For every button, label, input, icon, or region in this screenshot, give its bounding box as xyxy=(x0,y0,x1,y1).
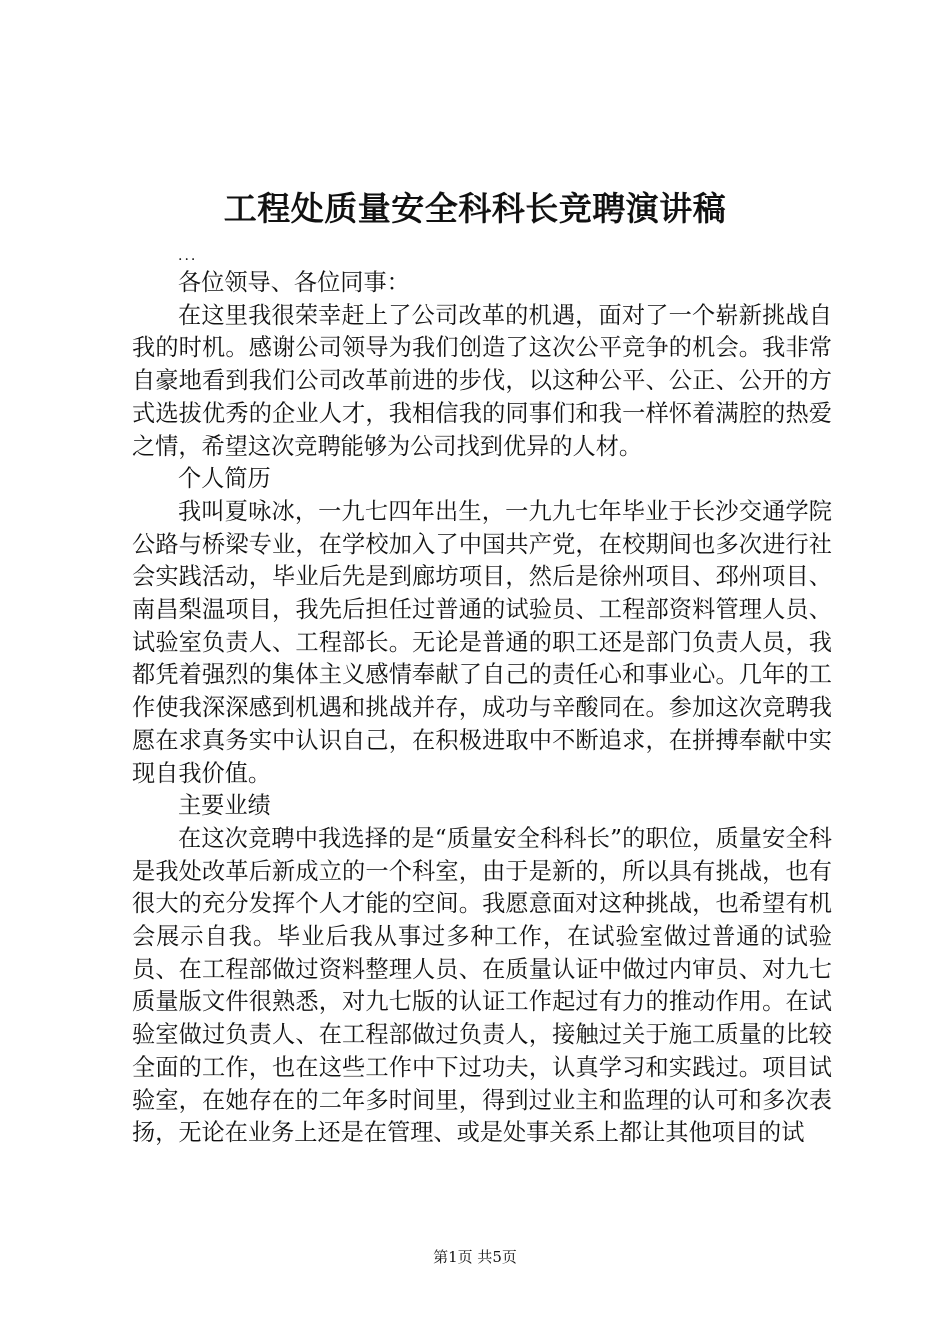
document-title: 工程处质量安全科科长竞聘演讲稿 xyxy=(223,189,727,228)
achievements-paragraph: 在这次竞聘中我选择的是“质量安全科科长”的职位，质量安全科是我处改革后新成立的一个科室，由于是新的，所以具有挑战，也有很大的充分发挥个人才能的空间。我愿意面对这种挑战，也希望有机会展示自我。毕业后我从事过多种工作，在试验室做过普通的试验员、在工程部做过资料整理人员、在质量认证中做过内审员、对九七质量版文件很熟悉，对九七版的认证工作起过有力的推动作用。在试验室做过负责人、在工程部做过负责人，接触过关于施工质量的比较全面的工作，也在这些工作中下过功夫，认真学习和实践过。项目试验室，在她存在的二年多时间里，得到过业主和监理的认可和多次表扬，无论在业务上还是在管理、或是处事关系上都让其他项目的试 xyxy=(132,824,832,1147)
resume-paragraph: 我叫夏咏冰，一九七四年出生，一九九七年毕业于长沙交通学院公路与桥梁专业，在学校加入了中国共产党，在校期间也多次进行社会实践活动，毕业后先是到廊坊项目，然后是徐州项目、邳州项目、南昌梨温项目，我先后担任过普通的试验员、工程部资料管理人员、试验室负责人、工程部长。无论是普通的职工还是部门负责人员，我都凭着强烈的集体主义感情奉献了自己的责任心和事业心。几年的工作使我深深感到机遇和挑战并存，成功与辛酸同在。参加这次竞聘我愿在求真务实中认识自己，在积极进取中不断追求，在拼搏奉献中实现自我价值。 xyxy=(132,497,832,787)
section-heading-resume: 个人简历 xyxy=(178,465,271,493)
intro-paragraph: 在这里我很荣幸赶上了公司改革的机遇，面对了一个崭新挑战自我的时机。感谢公司领导为我们创造了这次公平竞争的机会。我非常自豪地看到我们公司改革前进的步伐，以这种公平、公正、公开的方式选拔优秀的企业人才，我相信我的同事们和我一样怀着满腔的热爱之情，希望这次竞聘能够为公司找到优异的人材。 xyxy=(132,301,832,460)
page-footer: 第1页 共5页 xyxy=(433,1248,517,1266)
section-heading-achievements: 主要业绩 xyxy=(178,792,271,820)
document-body xyxy=(132,245,832,1150)
ellipsis-marker: ... xyxy=(178,248,198,264)
salutation: 各位领导、各位同事： xyxy=(178,269,410,296)
